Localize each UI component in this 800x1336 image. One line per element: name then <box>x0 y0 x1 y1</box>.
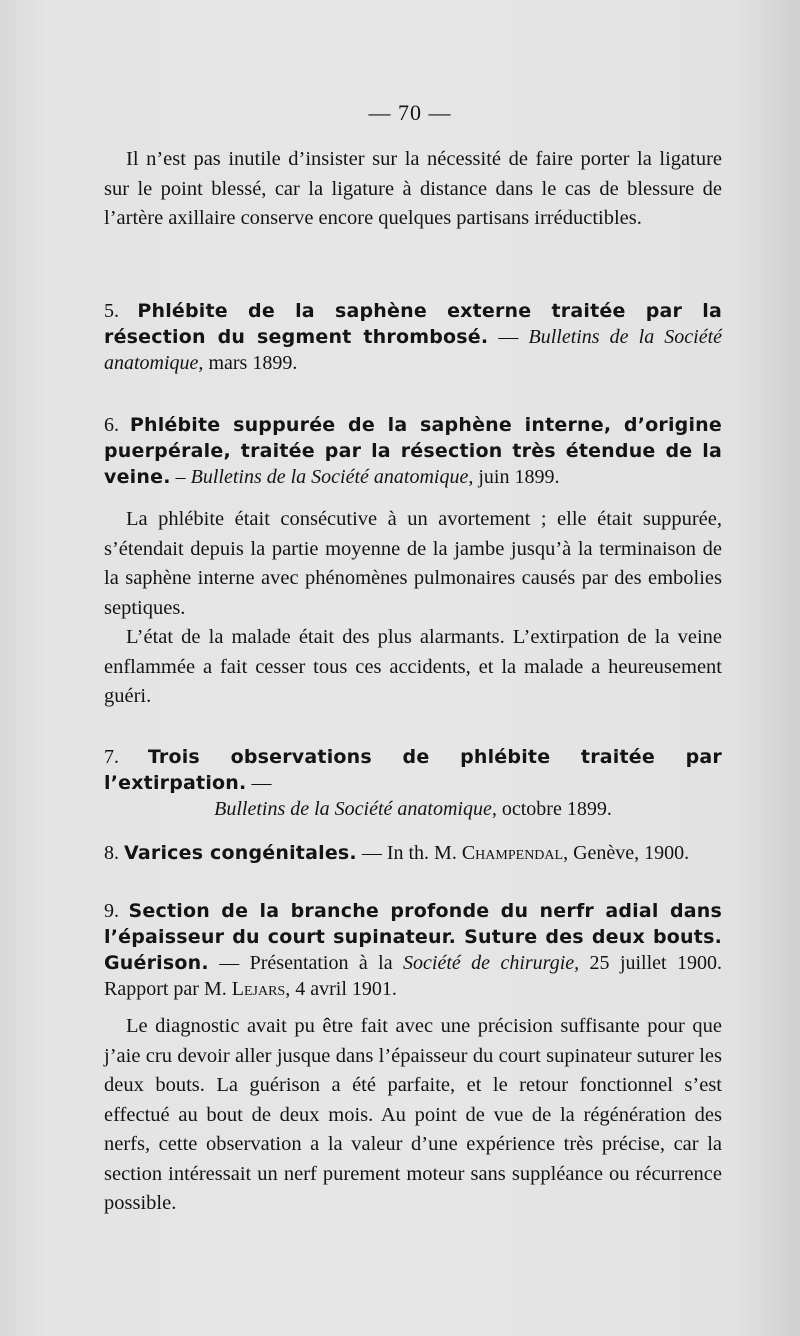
entry-source: Bulletins de la Société anatomique, <box>190 466 474 488</box>
intro-paragraph: Il n’est pas inutile d’insister sur la nécessité de faire porter la ligature sur le point blessé, car la ligature à distance dans le cas de blessure de l’artère axillaire conserve encore quelques partisans irréductibles. <box>104 148 722 229</box>
commentary-paragraph: Le diagnostic avait pu être fait avec une précision suffisante pour que j’aie cru devoir aller jusque dans l’épaisseur du court supinateur suturer les deux bouts. La guérison a été parfaite, et le retour fonctionnel s’est effectué au bout de deux mois. Au point de vue de la régénération des nerfs, cette observation a la valeur d’une expérience très précise, car la section intéressait un nerf purement moteur sans suppléance ou récurrence possible. <box>104 1015 722 1214</box>
entry-5 <box>104 298 722 376</box>
entry-number: 5. <box>104 300 119 322</box>
entry-9-text <box>104 898 722 1002</box>
entry-number: 9. <box>104 900 119 922</box>
entry-6 <box>104 412 722 490</box>
entry-5-text <box>104 298 722 376</box>
intro-paragraph-block <box>104 145 722 234</box>
entry-date: juin 1899. <box>473 466 560 488</box>
commentary-paragraph-2: L’état de la malade était des plus alarmants. L’extirpation de la veine enflammée a fait cesser tous ces accidents, et la malade a heureusement guéri. <box>104 626 722 707</box>
entry-7 <box>104 744 722 822</box>
entry-source: Société de chirurgie, <box>403 952 580 974</box>
entry-dash: — <box>488 326 529 348</box>
entry-author: Lejars <box>231 978 286 1000</box>
entry-author: Champendal <box>461 842 564 864</box>
entry-number: 8. <box>104 842 119 864</box>
entry-number: 7. <box>104 746 119 768</box>
entry-source: Bulletins de la Société anatomique, <box>214 798 497 820</box>
entry-prefix: In th. M. <box>386 842 462 864</box>
entry-date: mars 1899. <box>203 352 298 374</box>
entry-8-text <box>104 840 722 866</box>
entry-7-text <box>104 744 722 796</box>
entry-dash: – <box>170 466 191 488</box>
entry-source: Bulletins de la Société anatomique, <box>104 326 723 374</box>
entry-8 <box>104 840 722 866</box>
entry-6-commentary <box>104 505 722 712</box>
entry-number: 6. <box>104 414 119 436</box>
entry-presentation: Présentation à la <box>249 952 404 974</box>
entry-title: Trois observations de phlébite traitée par l’extirpation. <box>104 746 722 794</box>
commentary-paragraph-1: La phlébite était consécutive à un avortement ; elle était suppurée, s’étendait depuis la partie moyenne de la jambe jusqu’à la terminaison de la saphène interne avec phénomènes pulmonaires causés par des embolies septiques. <box>104 508 722 619</box>
entry-9-commentary <box>104 1012 722 1219</box>
entry-suffix: , 4 avril 1901. <box>285 978 397 1000</box>
entry-6-text <box>104 412 722 490</box>
entry-suffix: , Genève, 1900. <box>563 842 690 864</box>
entry-date: 25 juillet 1900. Rapport par M. <box>104 952 723 1000</box>
entry-7-source-line <box>104 796 722 822</box>
entry-dash: — <box>246 772 272 794</box>
entry-date: octobre 1899. <box>496 798 612 820</box>
entry-dash: — <box>356 842 387 864</box>
page-number: — 70 — <box>368 100 452 125</box>
entry-title: Phlébite de la saphène externe traitée par la résection du segment thrombosé. <box>104 300 722 348</box>
entry-title: Varices congénitales. <box>124 842 357 864</box>
entry-9 <box>104 898 722 1002</box>
entry-title: Phlébite suppurée de la saphène interne, d’origine puerpérale, traitée par la résection très étendue de la veine. <box>104 414 722 488</box>
entry-title: Section de la branche profonde du nerfr adial dans l’épaisseur du court supinateur. Suture des deux bouts. Guérison. <box>104 900 723 974</box>
entry-dash: — <box>208 952 250 974</box>
